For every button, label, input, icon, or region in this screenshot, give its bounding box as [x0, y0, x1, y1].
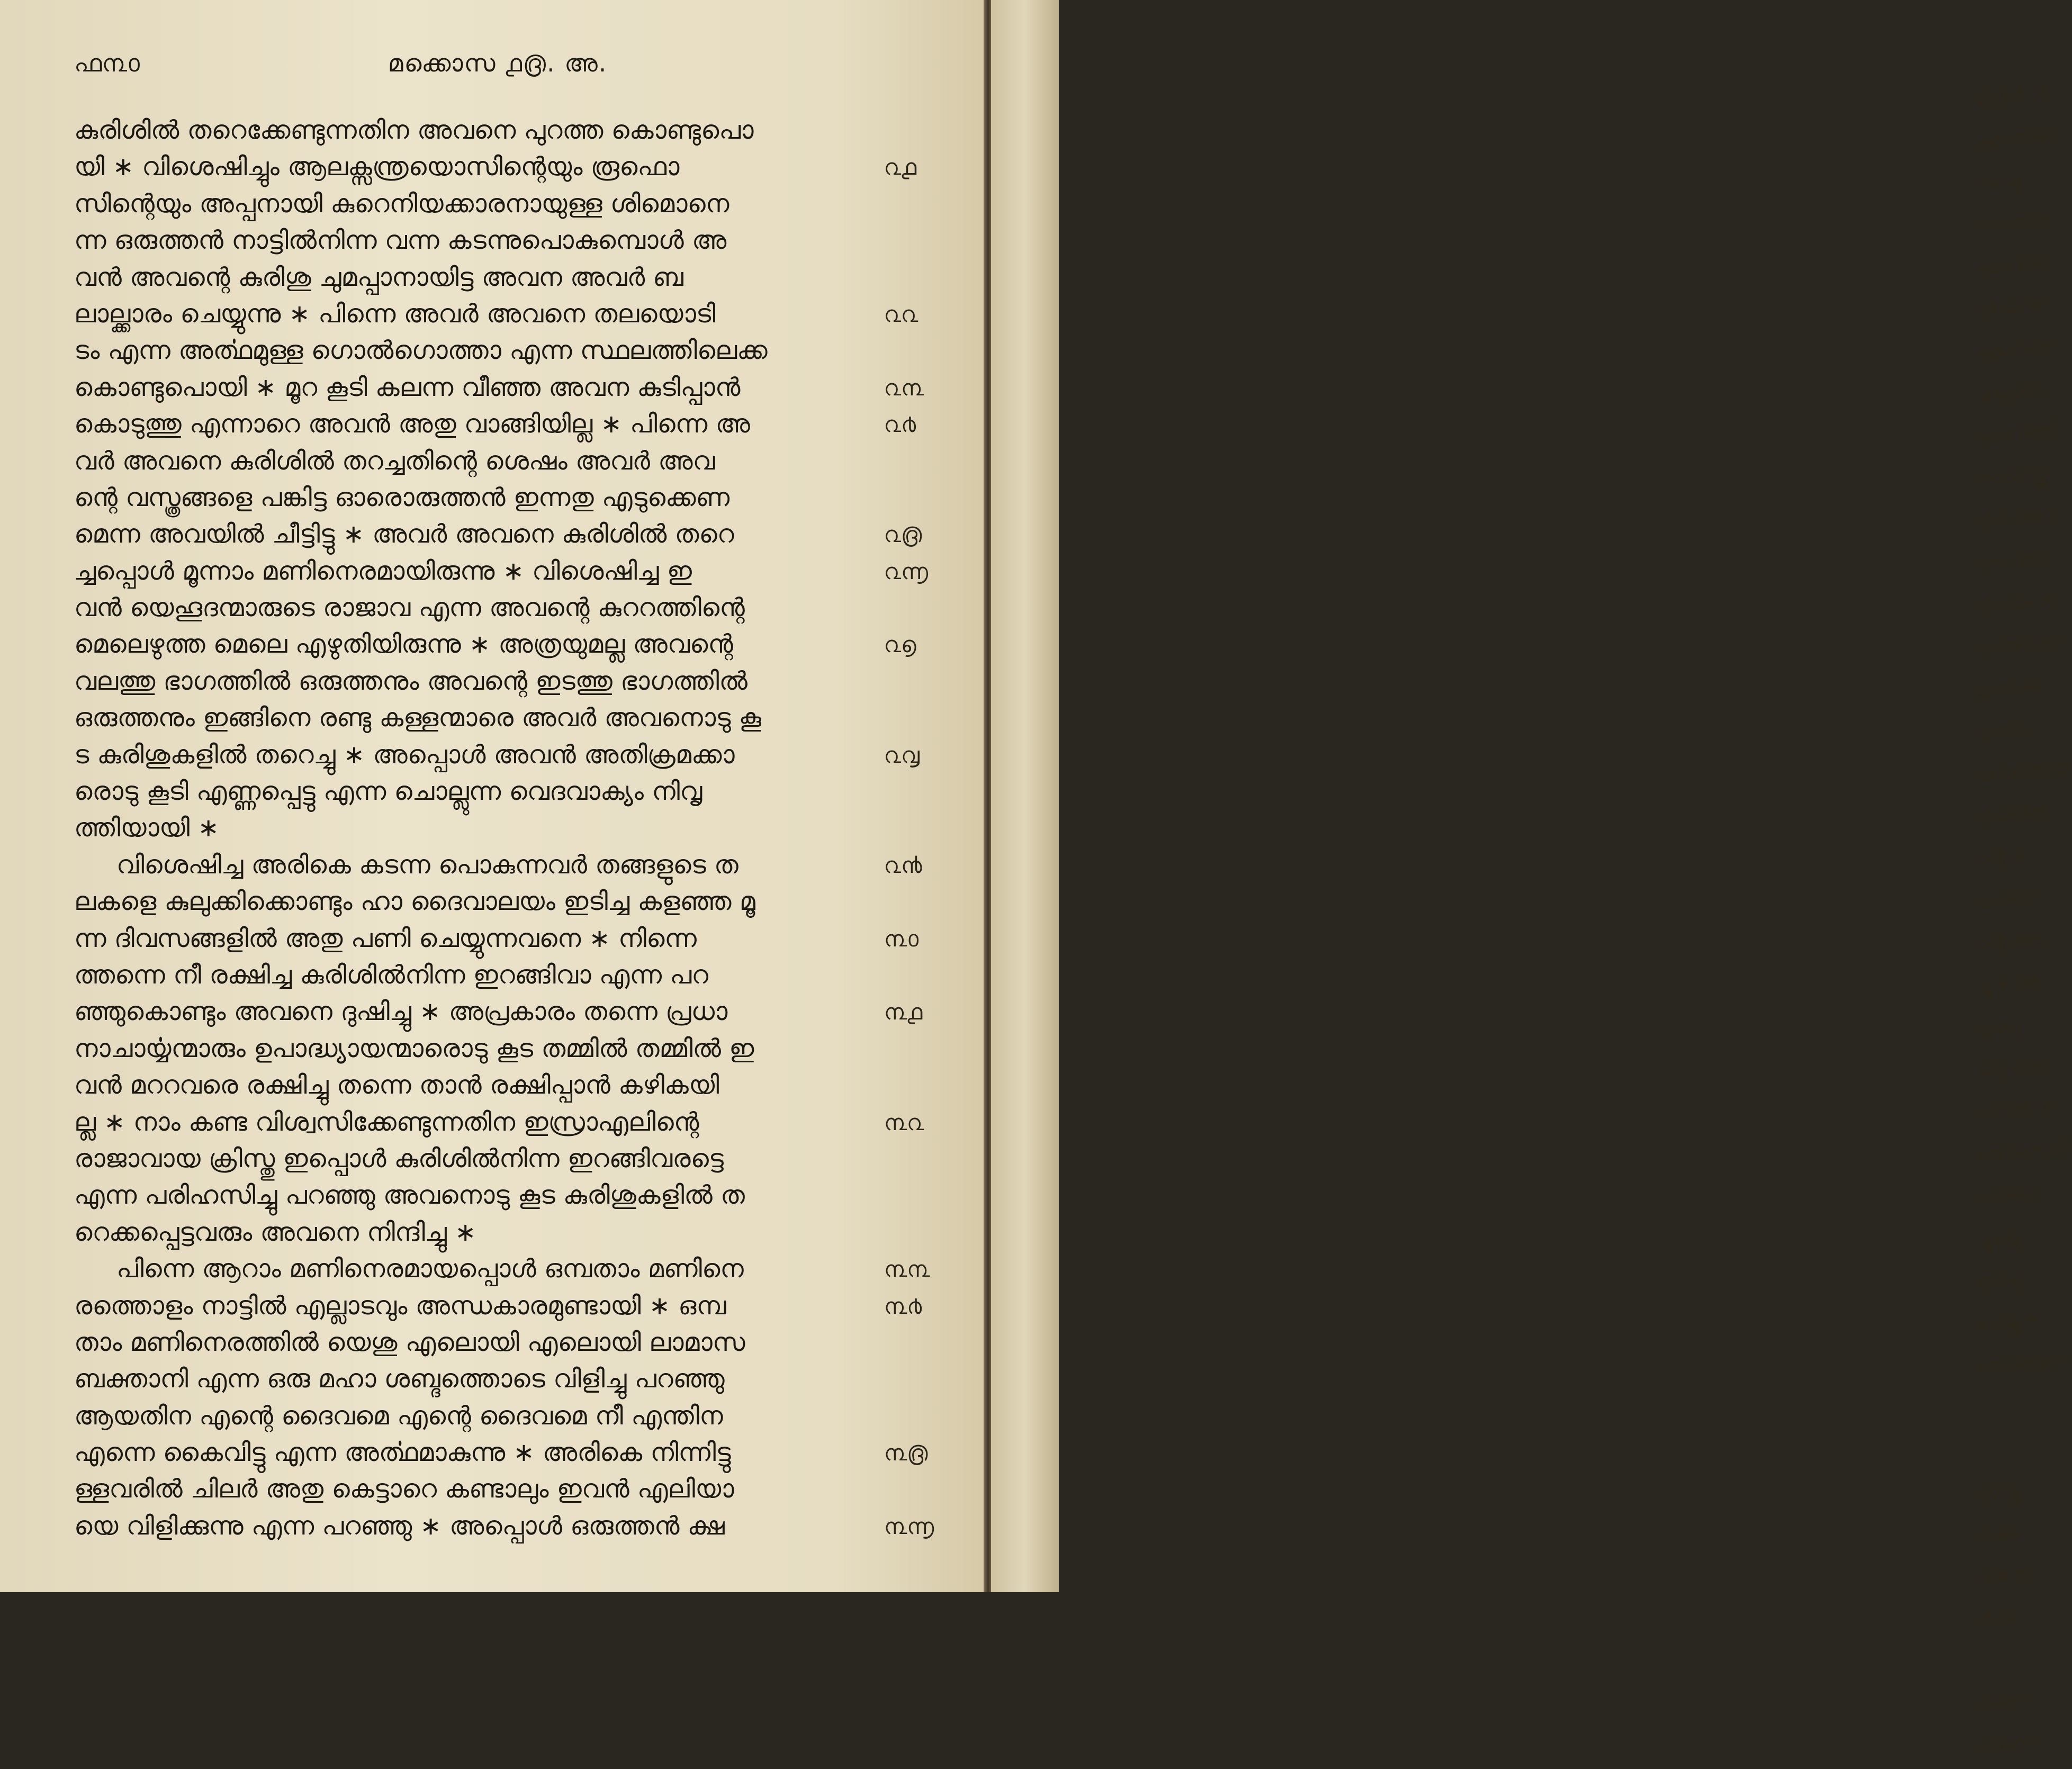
facing-page-fragment: ലെന്നെ [1975, 1730, 2037, 1757]
facing-page-fragment: സെഫയുടെ [1975, 1347, 2069, 1377]
facing-page-fragment [1971, 1380, 2055, 1431]
line-text: യെ വിളിക്കുന്നു എന്ന പറഞ്ഞു ∗ അപ്പൊൾ ഒരുത്തൻ ക്ഷ [74, 1511, 725, 1541]
book-gutter [984, 0, 991, 1592]
scripture-text-block [74, 112, 974, 1545]
text-line [74, 296, 974, 332]
facing-page-fragment: ച്ചു ∗ അ [1975, 970, 2040, 997]
text-line [74, 1251, 974, 1287]
line-text: ന്ന ദിവസങ്ങളിൽ അതു പണി ചെയ്യുന്നവനെ ∗ നിന്നെ [74, 923, 697, 953]
facing-page-fragment: ദൈവാല [1975, 251, 2049, 279]
facing-page-fragment: ക്രിസ്തു [1975, 1479, 2021, 1504]
text-line [74, 1434, 974, 1471]
text-line [74, 773, 974, 810]
line-text: സിന്റെയും അപ്പനായി കുറെനിയക്കാരനായുള്ള ശിമൊനെ [74, 188, 729, 219]
verse-number: ൨൧ [884, 154, 917, 180]
line-text: ത്തിയായി ∗ [74, 813, 219, 843]
line-text: മെലെഴുത്ത മെലെ എഴുതിയിരുന്നു ∗ അത്രയുമല്ല അവന്റെ [74, 629, 733, 660]
line-text: ല്ല ∗ നാം കണ്ട വിശ്വസിക്കേണ്ടുന്നതിന ഇസ്രാഎലിന്റെ [74, 1107, 699, 1137]
line-text: വൻ അവന്റെ കുരിശു ചുമപ്പാനായിട്ട അവന അവർ ബ [74, 262, 684, 292]
text-line [74, 1398, 974, 1434]
line-text: വൻ യെഹൂദന്മാരുടെ രാജാവ എന്ന അവന്റെ കുററത്തിന്റെ [74, 593, 745, 623]
line-text: ള്ളവരിൽ ചിലർ അതു കെട്ടാറെ കണ്ടാലും ഇവൻ എലിയാ [74, 1474, 734, 1504]
facing-page-fragment: ത്രപ്പെ [1975, 1267, 2023, 1293]
facing-page-edge [991, 0, 2071, 1757]
line-text: വലത്തു ഭാഗത്തിൽ ഒരുത്തനും അവന്റെ ഇടത്തു ഭാഗത്തിൽ [74, 666, 747, 696]
line-text: രത്തൊളം നാട്ടിൽ എല്ലാടവും അന്ധകാരമുണ്ടായി ∗ ഒമ്പ [74, 1290, 726, 1321]
text-line [74, 259, 974, 296]
line-text: വർ അവനെ കുരിശിൽ തറച്ചതിന്റെ ശെഷം അവർ അവ [74, 446, 715, 476]
verse-number: ൨൮ [884, 742, 920, 768]
facing-page-fragment: ന്ന യെശു [1975, 209, 2051, 237]
text-line [74, 222, 974, 259]
text-line [74, 1288, 974, 1324]
text-line [74, 516, 974, 553]
text-line [74, 553, 974, 590]
facing-page-fragment: വൻ ൽ [1975, 1562, 2033, 1589]
text-line [74, 810, 974, 846]
text-line [74, 737, 974, 773]
facing-page-fragment: യക്കും [1975, 1521, 2022, 1546]
line-text: യി ∗ വിശെഷിച്ചും ആലക്സന്ത്രയൊസിന്റെയും രൂഫൊ [74, 152, 680, 182]
facing-page-fragment: വസമായിരു [1975, 755, 2070, 786]
verse-number: ൨൩ [884, 374, 924, 401]
facing-page-fragment: ലവിലെ [1975, 1181, 2037, 1208]
facing-page-fragment: ൻ ൻ [1975, 1606, 2016, 1630]
facing-page-fragment: യി ചിന്തി [1975, 293, 2046, 321]
facing-page-fragment: ൎയ്യപ്പെ [1975, 1014, 2021, 1039]
text-line [74, 369, 974, 406]
facing-page-fragments [1973, 79, 2071, 1769]
text-line [74, 112, 974, 149]
line-text: ന്റെ വസ്ത്രങ്ങളെ പങ്കിട്ട ഓരൊരുത്തൻ ഇന്നതു എടുക്കെണ [74, 482, 730, 512]
text-line [74, 957, 974, 994]
facing-page-fragment: ച്ചുകല്ലു [1975, 1225, 2022, 1250]
line-text: ഞ്ഞുകൊണ്ടും അവനെ ദുഷിച്ചു ∗ അപ്രകാരം തന്നെ പ്രധാ [74, 997, 728, 1027]
verse-number: ൩൪ [884, 1293, 922, 1319]
verse-number: ൨൯ [884, 852, 922, 878]
text-line [74, 1214, 974, 1251]
verse-number: ൨൬ [884, 558, 929, 584]
text-line [74, 1067, 974, 1104]
verse-number: ൩൫ [884, 1440, 928, 1466]
facing-page-fragment: യ യൊ [1975, 886, 2038, 913]
facing-page-fragment: ന്റെ അടു [1975, 927, 2044, 955]
line-text: ന്ന ഒരുത്തൻ നാട്ടിൽനിന്ന വന്ന കടന്നുപൊകുമ്പൊൾ അ [74, 225, 727, 256]
text-line [74, 1177, 974, 1214]
text-line [74, 1031, 974, 1067]
facing-page-fragment: യൊസെഫി [1975, 1135, 2071, 1166]
verse-number: ൨൨ [884, 301, 918, 327]
line-text: വൻ മററവരെ രക്ഷിച്ചു തന്നെ താൻ രക്ഷിപ്പാൻ കഴികയി [74, 1070, 719, 1100]
text-line [74, 480, 974, 516]
facing-page-fragment: കാണെണ [1975, 123, 2059, 152]
text-line [74, 883, 974, 920]
running-title: മക്കൊസ ൧൫. അ. [388, 49, 608, 77]
text-line [74, 847, 974, 883]
line-text: ടം എന്ന അൎത്ഥമുള്ള ഗൊൽഗൊത്താ എന്ന സ്ഥലത്തിലെക്ക [74, 336, 768, 366]
line-text: നാചാൎയ്യന്മാരും ഉപാദ്ധ്യായന്മാരൊടു കൂട തമ്മിൽ തമ്മിൽ ഇ [74, 1033, 754, 1063]
text-line [74, 590, 974, 626]
line-text: രാജാവായ ക്രിസ്തു ഇപ്പൊൾ കുരിശിൽനിന്ന ഇറങ്ങിവരട്ടെ [74, 1143, 724, 1174]
verse-number: ൨൪ [884, 411, 916, 438]
line-text: ബക്താനി എന്ന ഒരു മഹാ ശബ്ദത്തൊടെ വിളിച്ചു പറഞ്ഞു [74, 1364, 725, 1394]
text-line [74, 406, 974, 443]
text-line [74, 1508, 974, 1545]
text-line [74, 626, 974, 663]
facing-page-fragment: ടന്ന അവ [1975, 546, 2052, 575]
facing-page-fragment: ലിലെക്ക [1975, 674, 2042, 701]
text-line [74, 1471, 974, 1508]
facing-page-fragment: കെ നിന്നി [1975, 335, 2055, 364]
line-text: മെന്ന അവയിൽ ചീട്ടിട്ടു ∗ അവർ അവനെ കുരിശിൽ തറെ [74, 519, 734, 549]
facing-page-fragment: പിന്നെ [1975, 1689, 2029, 1715]
page-number: ഫ൩൦ [74, 49, 140, 77]
text-line [74, 700, 974, 736]
line-text: ത്തന്നെ നീ രക്ഷിച്ച കുരിശിൽനിന്ന ഇറങ്ങിവാ എന്ന പറ [74, 960, 709, 990]
line-text: പിന്നെ ആറാം മണിനെരമായപ്പൊൾ ഒമ്പതാം മണിനെ [116, 1254, 744, 1284]
text-line [74, 1361, 974, 1397]
facing-page-fragment: ന്റെ ര [1975, 845, 2024, 870]
facing-page-fragment: പിന്നെ [1975, 718, 2029, 744]
line-text: ലകളെ കുലുക്കിക്കൊണ്ടും ഹാ ദൈവാലയം ഇടിച്ച കളഞ്ഞ മൂ [74, 887, 755, 917]
line-text: താം മണിനെരത്തിൽ യെശു എലൊയി എലൊയി ലാമാസ [74, 1327, 745, 1357]
text-line [74, 1104, 974, 1141]
facing-page-fragment: നിറച്ചു [1975, 169, 2022, 194]
line-text: ഒരുത്തനും ഇങ്ങിനെ രണ്ടു കള്ളന്മാരെ അവർ അവനൊടു കൂ [74, 703, 762, 733]
text-line [74, 994, 974, 1030]
facing-page-fragment: അവൻ ശ [1975, 1095, 2054, 1124]
verse-number: ൩൧ [884, 999, 923, 1025]
verse-number: ൨൭ [884, 631, 916, 658]
line-text: കുരിശിൽ തറെക്കേണ്ടുന്നതിന അവനെ പുറത്ത കൊണ്ടുപൊ [74, 115, 754, 145]
page-header [74, 49, 921, 86]
facing-page-fragment: രിയയിൽ [1975, 800, 2049, 828]
text-line [74, 332, 974, 369]
line-text: കൊടുത്തു എന്നാറെ അവൻ അതു വാങ്ങിയില്ല ∗ പിന്നെ അ [74, 409, 750, 439]
line-text: വിശെഷിച്ച അരികെ കടന്ന പൊകുന്നവർ തങ്ങളുടെ ത [116, 850, 738, 880]
book-page [0, 0, 984, 1592]
facing-page-fragment: ദൈവത്തി [1975, 419, 2057, 448]
verse-number: ൨൫ [884, 521, 922, 548]
facing-page-fragment: ചെയ്തു ∗ [1975, 1308, 2041, 1335]
line-text: കൊണ്ടുപൊയി ∗ മൂറ കൂടി കലന്ന വീഞ്ഞ അവന കുടിപ്പാൻ [74, 372, 741, 402]
text-line [74, 443, 974, 480]
text-line [74, 186, 974, 222]
text-line [74, 663, 974, 700]
facing-page-fragment: രിൻ (അവ [1975, 503, 2059, 532]
text-line [74, 1141, 974, 1177]
line-text: ലാല്ക്കാരം ചെയ്യുന്നു ∗ പിന്നെ അവർ അവനെ തലയൊടി [74, 299, 716, 329]
line-text: ട കുരിശുകളിൽ തറെച്ചു ∗ അപ്പൊൾ അവൻ അതിക്രമക്കാ [74, 739, 735, 770]
line-text: രൊടു കൂടി എണ്ണപ്പെട്ടു എന്ന ചൊല്ലുന്ന വെദവാക്യം നിവൃ [74, 777, 702, 807]
line-text: എന്ന പരിഹസിച്ചു പറഞ്ഞു അവനൊടു കൂട കുരിശുകളിൽ ത [74, 1180, 745, 1211]
line-text: എന്നെ കൈവിട്ടു എന്ന അൎത്ഥമാകുന്നു ∗ അരികെ നിന്നിട്ടു [74, 1438, 731, 1468]
verse-number: ൩൨ [884, 1109, 924, 1135]
verse-number: ൩൩ [884, 1256, 930, 1283]
facing-page-fragment: ച്ച പ്രാണ [1975, 378, 2045, 405]
verse-number: ൩൬ [884, 1513, 934, 1539]
facing-page-fragment: രിയയും ശ [1975, 588, 2056, 617]
facing-page-fragment: ചിട്ട നെര [1975, 1053, 2051, 1081]
text-line [74, 149, 974, 185]
text-line [74, 920, 974, 957]
text-line [74, 1324, 974, 1361]
verse-number: ൩൦ [884, 925, 919, 952]
facing-page-fragment: മിപ്പിൻ ൻ [1975, 82, 2048, 110]
line-text: ച്ചപ്പൊൾ മൂന്നാം മണിനെരമായിരുന്നു ∗ വിശെഷിച്ച ഇ [74, 556, 692, 586]
facing-page-fragment: നാൽ സ്ത്രീ [1975, 462, 2051, 490]
line-text: ആയതിന എന്റെ ദൈവമെ എന്റെ ദൈവമെ നീ എന്തിന [74, 1401, 723, 1431]
line-text: റെക്കപ്പെട്ടവരും അവനെ നിന്ദിച്ചു ∗ [74, 1217, 476, 1247]
facing-page-fragment: അമ്മയായ [1975, 630, 2062, 659]
